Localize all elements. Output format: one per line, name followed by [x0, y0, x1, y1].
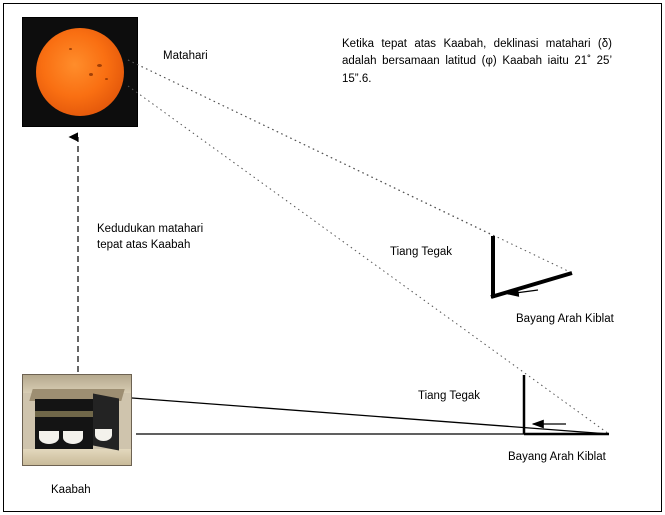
ray-to-lower-shadow-tip	[128, 86, 609, 434]
label-tiang-tegak-lower: Tiang Tegak	[418, 390, 481, 402]
label-sun-position-line2: tepat atas Kaabah	[97, 239, 191, 251]
kaaba-sight-line	[132, 398, 609, 434]
label-bayang-arah-kiblat-upper: Bayang Arah Kiblat	[516, 313, 614, 325]
label-sun-position-line1: Kedudukan matahari	[97, 223, 204, 235]
label-bayang-arah-kiblat-lower: Bayang Arah Kiblat	[508, 451, 606, 463]
label-matahari: Matahari	[163, 50, 208, 62]
declination-note: Ketika tepat atas Kaabah, deklinasi matahari (δ) adalah bersamaan latitud (φ) Kaabah iaitu 21˚ 25’ 15”.6.	[342, 38, 612, 85]
ray-to-upper-shadow-tip	[128, 60, 570, 272]
upper-shadow-line	[491, 273, 572, 297]
label-kaabah: Kaabah	[51, 484, 91, 496]
label-tiang-tegak-upper: Tiang Tegak	[390, 246, 453, 258]
